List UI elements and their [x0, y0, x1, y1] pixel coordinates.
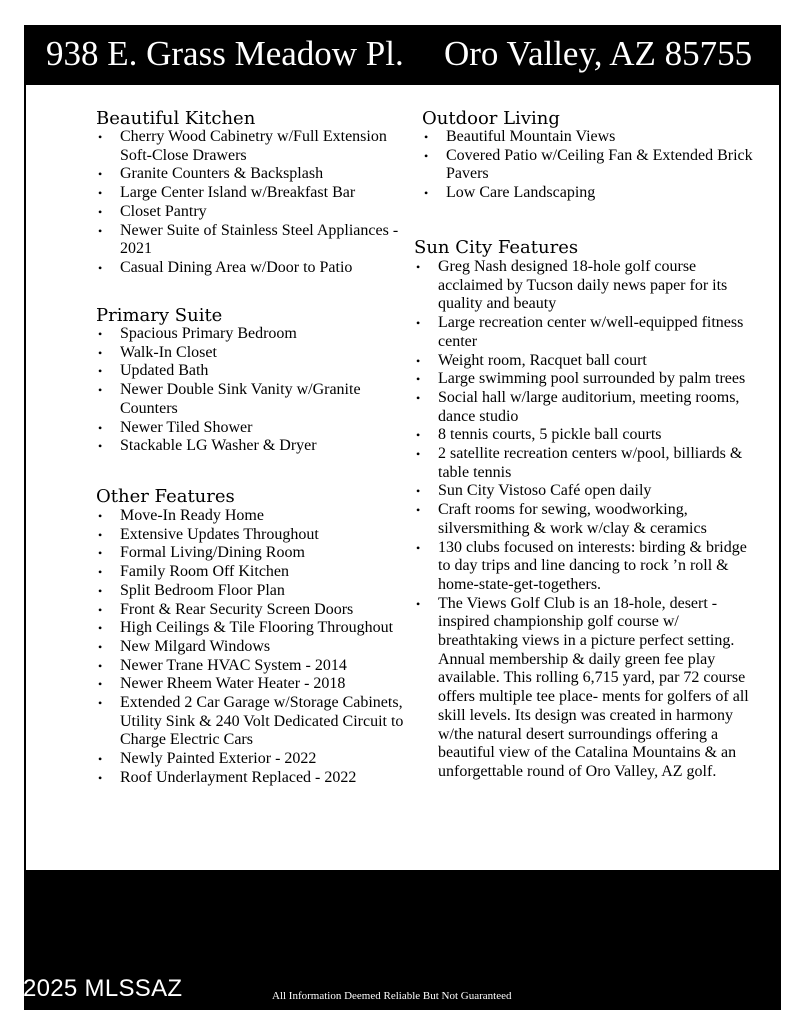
feature-item: • 130 clubs focused on interests: birding & bridge to day trips and line dancing to rock ’n roll & home-state-get-togethers.: [414, 539, 762, 595]
feature-item: • Beautiful Mountain Views: [422, 128, 762, 147]
section-title-kitchen: Beautiful Kitchen: [96, 108, 256, 129]
kitchen-list: [96, 128, 406, 278]
feature-item: • Split Bedroom Floor Plan: [96, 582, 406, 601]
feature-item: • Sun City Vistoso Café open daily: [414, 482, 762, 501]
feature-item: • Spacious Primary Bedroom: [96, 325, 406, 344]
page-margin-top: [0, 0, 800, 25]
address-title: 938 E. Grass Meadow Pl.: [46, 34, 404, 73]
feature-item: • Cherry Wood Cabinetry w/Full Extension Soft-Close Drawers: [96, 128, 406, 165]
feature-item: • Front & Rear Security Screen Doors: [96, 601, 406, 620]
feature-item: • Large swimming pool surrounded by palm trees: [414, 370, 762, 389]
feature-item: • The Views Golf Club is an 18-hole, desert -inspired championship golf course w/ breathtaking views in a picture perfect setting. Annual membership & daily green fee play available. This rolling 6,715 yard, par 72 course offers multiple tee place- ments for golfers of all skill levels. Its design was created in harmony w/the natural desert surroundings offering a beautiful view of the Catalina Mountains & an unforgettable round of Oro Valley, AZ golf.: [414, 595, 762, 782]
feature-item: • 2 satellite recreation centers w/pool, billiards & table tennis: [414, 445, 762, 482]
feature-item: • 8 tennis courts, 5 pickle ball courts: [414, 426, 762, 445]
feature-item: • Closet Pantry: [96, 203, 406, 222]
header-bar: [24, 25, 781, 85]
feature-item: • New Milgard Windows: [96, 638, 406, 657]
feature-item: • Family Room Off Kitchen: [96, 563, 406, 582]
feature-item: • Roof Underlayment Replaced - 2022: [96, 769, 406, 788]
page-margin-left: [0, 0, 24, 1035]
feature-item: • Newer Tiled Shower: [96, 419, 406, 438]
feature-item: • Newer Double Sink Vanity w/Granite Counters: [96, 381, 406, 418]
suncity-list: [414, 258, 762, 782]
feature-item: • Newly Painted Exterior - 2022: [96, 750, 406, 769]
feature-item: • Low Care Landscaping: [422, 184, 762, 203]
features-panel: [24, 85, 781, 870]
feature-item: • Greg Nash designed 18-hole golf course acclaimed by Tucson daily news paper for its quality and beauty: [414, 258, 762, 314]
city-title: Oro Valley, AZ 85755: [444, 34, 753, 73]
feature-item: • Casual Dining Area w/Door to Patio: [96, 259, 406, 278]
feature-item: • Large Center Island w/Breakfast Bar: [96, 184, 406, 203]
feature-item: • Weight room, Racquet ball court: [414, 352, 762, 371]
feature-item: • Granite Counters & Backsplash: [96, 165, 406, 184]
section-title-outdoor: Outdoor Living: [422, 108, 560, 129]
page-margin-bottom: [0, 1010, 800, 1035]
feature-item: • Craft rooms for sewing, woodworking, silversmithing & work w/clay & ceramics: [414, 501, 762, 538]
feature-item: • Walk-In Closet: [96, 344, 406, 363]
feature-item: • Stackable LG Washer & Dryer: [96, 437, 406, 456]
feature-item: • High Ceilings & Tile Flooring Throughout: [96, 619, 406, 638]
section-title-primary: Primary Suite: [96, 305, 223, 326]
feature-item: • Newer Rheem Water Heater - 2018: [96, 675, 406, 694]
page-margin-right: [781, 0, 800, 1035]
feature-item: • Covered Patio w/Ceiling Fan & Extended Brick Pavers: [422, 147, 762, 184]
feature-item: • Social hall w/large auditorium, meeting rooms, dance studio: [414, 389, 762, 426]
feature-item: • Formal Living/Dining Room: [96, 544, 406, 563]
disclaimer-text: All Information Deemed Reliable But Not Guaranteed: [272, 990, 512, 1002]
feature-item: • Large recreation center w/well-equipped fitness center: [414, 314, 762, 351]
section-title-other: Other Features: [96, 486, 235, 507]
section-title-suncity: Sun City Features: [414, 237, 579, 258]
feature-item: • Updated Bath: [96, 362, 406, 381]
feature-item: • Move-In Ready Home: [96, 507, 406, 526]
outdoor-list: [422, 128, 762, 203]
feature-item: • Extensive Updates Throughout: [96, 526, 406, 545]
other-list: [96, 507, 406, 788]
mls-watermark: ©2025 MLSSAZ: [5, 975, 183, 1002]
feature-item: • Newer Suite of Stainless Steel Appliances - 2021: [96, 222, 406, 259]
primary-list: [96, 325, 406, 456]
feature-item: • Extended 2 Car Garage w/Storage Cabinets, Utility Sink & 240 Volt Dedicated Circuit to Charge Electric Cars: [96, 694, 406, 750]
feature-item: • Newer Trane HVAC System - 2014: [96, 657, 406, 676]
